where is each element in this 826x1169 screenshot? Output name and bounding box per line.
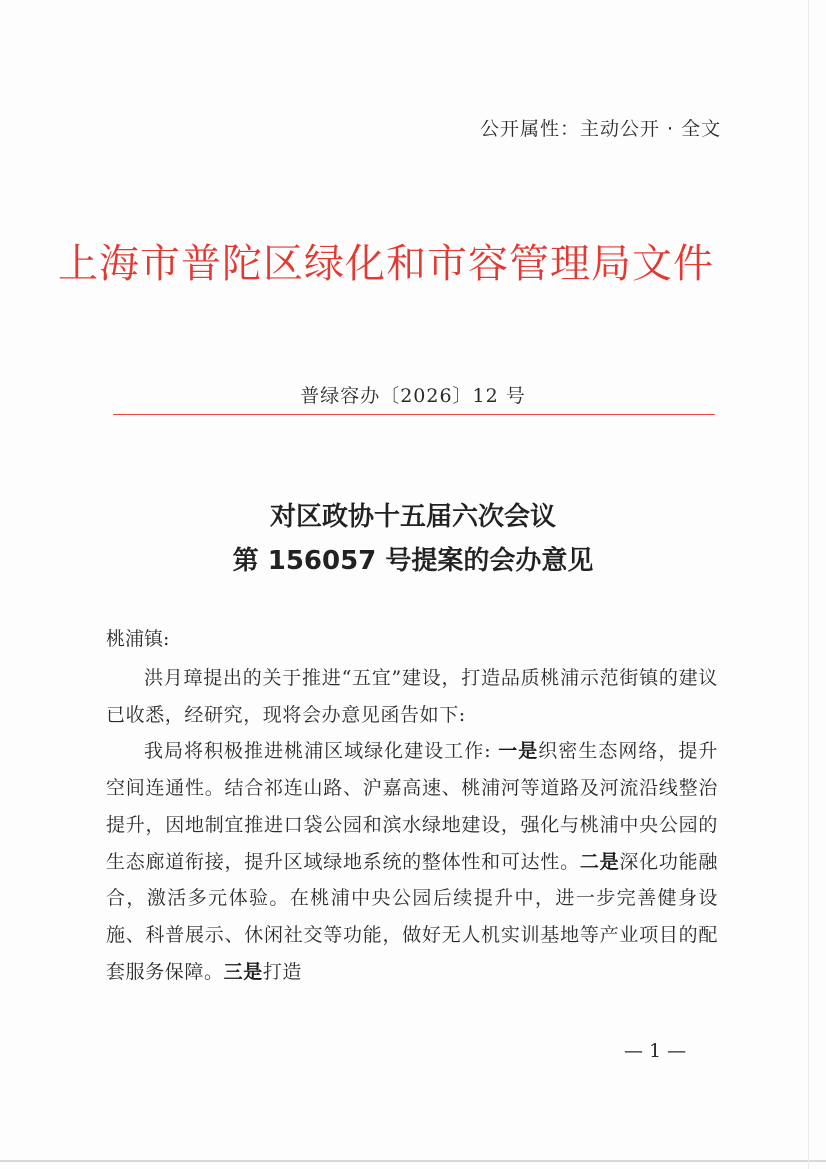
scan-bottom-edge bbox=[0, 1160, 826, 1162]
disclosure-attribute: 公开属性：主动公开 · 全文 bbox=[480, 118, 722, 140]
point-3-label: 三是 bbox=[223, 960, 263, 983]
subject-line-1: 对区政协十五届六次会议 bbox=[269, 502, 556, 532]
point-1-text: 织密生态网络，提升空间连通性。结合祁连山路、沪嘉高速、桃浦河等道路及河流沿线整治提升，因地制宜推进口袋公园和滨水绿地建设，强化与桃浦中央公园的生态廊道衔接，提升区域绿地系统的整体性和可达性。 bbox=[106, 740, 718, 873]
body-text bbox=[106, 660, 718, 990]
red-divider-line bbox=[113, 414, 715, 415]
point-2-label: 二是 bbox=[579, 850, 620, 873]
page-number: — 1 — bbox=[624, 1040, 687, 1062]
paragraph-2 bbox=[106, 733, 718, 990]
subject-line-2: 第 156057 号提案的会办意见 bbox=[232, 546, 594, 576]
salutation: 桃浦镇: bbox=[106, 628, 170, 650]
paragraph-2-intro: 我局将积极推进桃浦区域绿化建设工作: bbox=[144, 740, 499, 763]
issuing-organization-title: 上海市普陀区绿化和市容管理局文件 bbox=[58, 241, 714, 287]
scan-right-edge bbox=[808, 0, 809, 1169]
paragraph-1: 洪月璋提出的关于推进“五宜”建设，打造品质桃浦示范街镇的建议已收悉，经研究，现将会办意见函告如下: bbox=[106, 667, 718, 726]
document-subject bbox=[0, 495, 826, 583]
point-3-text: 打造 bbox=[262, 960, 303, 983]
point-2-text: 深化功能融合，激活多元体验。在桃浦中央公园后续提升中，进一步完善健身设施、科普展示、休闲社交等功能，做好无人机实训基地等产业项目的配套服务保障。 bbox=[106, 850, 718, 983]
point-1-label: 一是 bbox=[498, 740, 539, 763]
document-number: 普绿容办〔2026〕12 号 bbox=[300, 385, 526, 407]
